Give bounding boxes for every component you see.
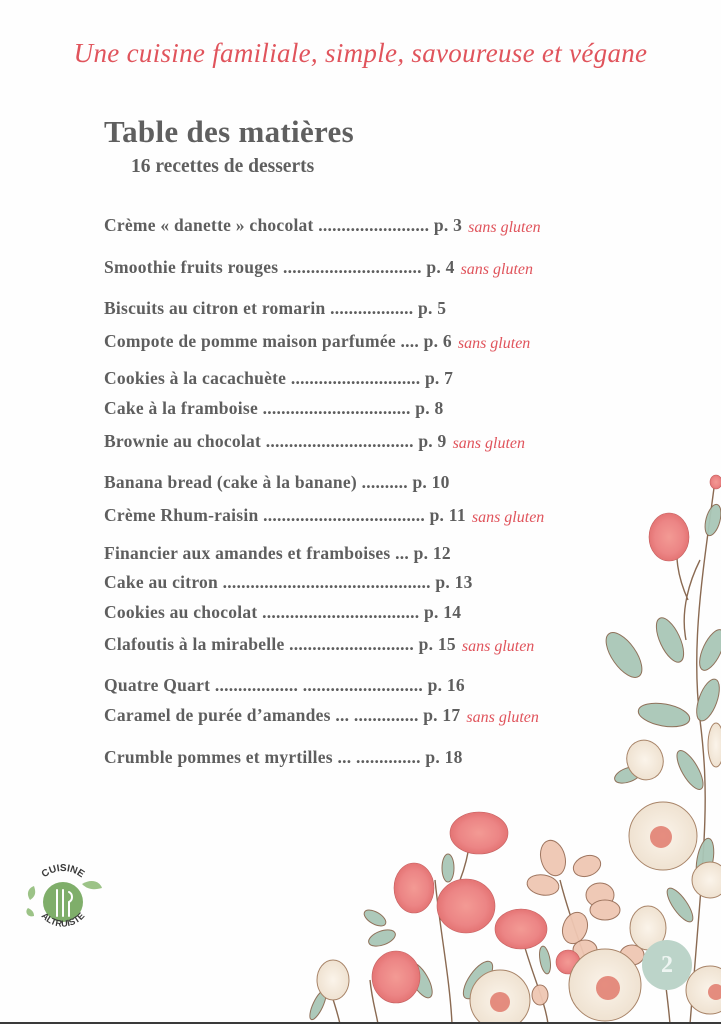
- gluten-free-tag: sans gluten: [461, 638, 535, 655]
- recipe-name: Biscuits au citron et romarin: [104, 298, 326, 318]
- cuisine-altruiste-logo: [22, 860, 104, 942]
- gluten-free-tag: sans gluten: [460, 261, 534, 278]
- page-reference: p. 10: [412, 472, 450, 492]
- recipe-name: Cookies au chocolat: [104, 602, 258, 622]
- logo-bottom-text: ALTRUISTE: [39, 910, 87, 929]
- recipe-name: Crumble pommes et myrtilles: [104, 747, 333, 767]
- leader-dots: ..........: [361, 472, 408, 492]
- toc-title: Table des matières: [104, 114, 354, 149]
- toc-entry[interactable]: [104, 215, 541, 239]
- page-reference: p. 6: [423, 331, 452, 351]
- toc-entry[interactable]: [104, 602, 461, 626]
- toc-entry[interactable]: [104, 472, 450, 496]
- header-tagline: Une cuisine familiale, simple, savoureuse et végane: [73, 38, 648, 68]
- leader-dots: ....: [400, 331, 419, 351]
- recipe-name: Clafoutis à la mirabelle: [104, 634, 285, 654]
- gluten-free-tag: sans gluten: [452, 435, 526, 452]
- page-reference: p. 7: [424, 368, 454, 388]
- leader-dots: ................................: [262, 398, 411, 418]
- page-reference: p. 8: [415, 398, 444, 418]
- leader-dots: ... ..............: [337, 747, 421, 767]
- leader-dots: ..............................: [282, 257, 422, 277]
- recipe-name: Quatre Quart: [104, 675, 211, 695]
- recipe-name: Cookies à la cacachuète: [104, 368, 287, 388]
- toc-entry[interactable]: [104, 675, 465, 699]
- page-reference: p. 13: [435, 572, 473, 592]
- logo-top-text: CUISINE: [39, 862, 87, 881]
- toc-entry[interactable]: [104, 505, 544, 529]
- recipe-name: Cake à la framboise: [104, 398, 263, 418]
- toc-subtitle: 16 recettes de desserts: [131, 156, 315, 177]
- page-reference: p. 16: [427, 675, 465, 695]
- toc-entry[interactable]: [104, 572, 473, 596]
- toc-entry[interactable]: [104, 398, 443, 422]
- gluten-free-tag: sans gluten: [457, 335, 531, 352]
- toc-entry[interactable]: [104, 331, 530, 355]
- page-reference: p. 4: [426, 257, 455, 277]
- leader-dots: ...........................: [289, 634, 414, 654]
- toc-entry[interactable]: [104, 257, 533, 281]
- page-reference: p. 14: [424, 602, 462, 622]
- svg-text:CUISINE: [40, 863, 87, 880]
- toc-entry[interactable]: [104, 543, 451, 567]
- leader-dots: ...: [395, 543, 409, 563]
- recipe-name: Financier aux amandes et framboises: [104, 543, 391, 563]
- page-reference: p. 17: [423, 705, 461, 725]
- leader-dots: ........................: [318, 215, 430, 235]
- leader-dots: ..................: [330, 298, 414, 318]
- toc-entry[interactable]: [104, 634, 534, 658]
- toc-entry[interactable]: [104, 747, 463, 771]
- toc-entry[interactable]: [104, 368, 453, 392]
- page-reference: p. 9: [418, 431, 447, 451]
- leader-dots: ............................: [290, 368, 421, 388]
- recipe-name: Crème Rhum-raisin: [104, 505, 259, 525]
- toc-entry[interactable]: [104, 705, 539, 729]
- page-reference: p. 11: [429, 505, 466, 525]
- recipe-name: Banana bread (cake à la banane): [104, 472, 357, 492]
- toc-entry[interactable]: [104, 298, 446, 322]
- recipe-name: Cake au citron: [104, 572, 219, 592]
- gluten-free-tag: sans gluten: [471, 509, 545, 526]
- recipe-name: Caramel de purée d’amandes: [104, 705, 331, 725]
- page-reference: p. 12: [413, 543, 451, 563]
- recipe-name: Compote de pomme maison parfumée: [104, 331, 396, 351]
- leader-dots: ... ..............: [335, 705, 419, 725]
- page-reference: p. 18: [425, 747, 463, 767]
- leader-dots: ..................................: [262, 602, 420, 622]
- leader-dots: ................................: [265, 431, 414, 451]
- recipe-name: Brownie au chocolat: [104, 431, 262, 451]
- leader-dots: .................. ..........................: [214, 675, 423, 695]
- page-reference: p. 15: [418, 634, 456, 654]
- page-reference: p. 3: [433, 215, 463, 235]
- gluten-free-tag: sans gluten: [468, 219, 541, 236]
- recipe-name: Crème « danette » chocolat: [104, 215, 314, 235]
- leader-dots: ...................................: [263, 505, 425, 525]
- page-number-badge: 2: [642, 940, 692, 990]
- leader-dots: .............................................: [222, 572, 431, 592]
- toc-entry[interactable]: [104, 431, 525, 455]
- gluten-free-tag: sans gluten: [466, 709, 539, 726]
- recipe-name: Smoothie fruits rouges: [104, 257, 279, 277]
- page-reference: p. 5: [417, 298, 447, 318]
